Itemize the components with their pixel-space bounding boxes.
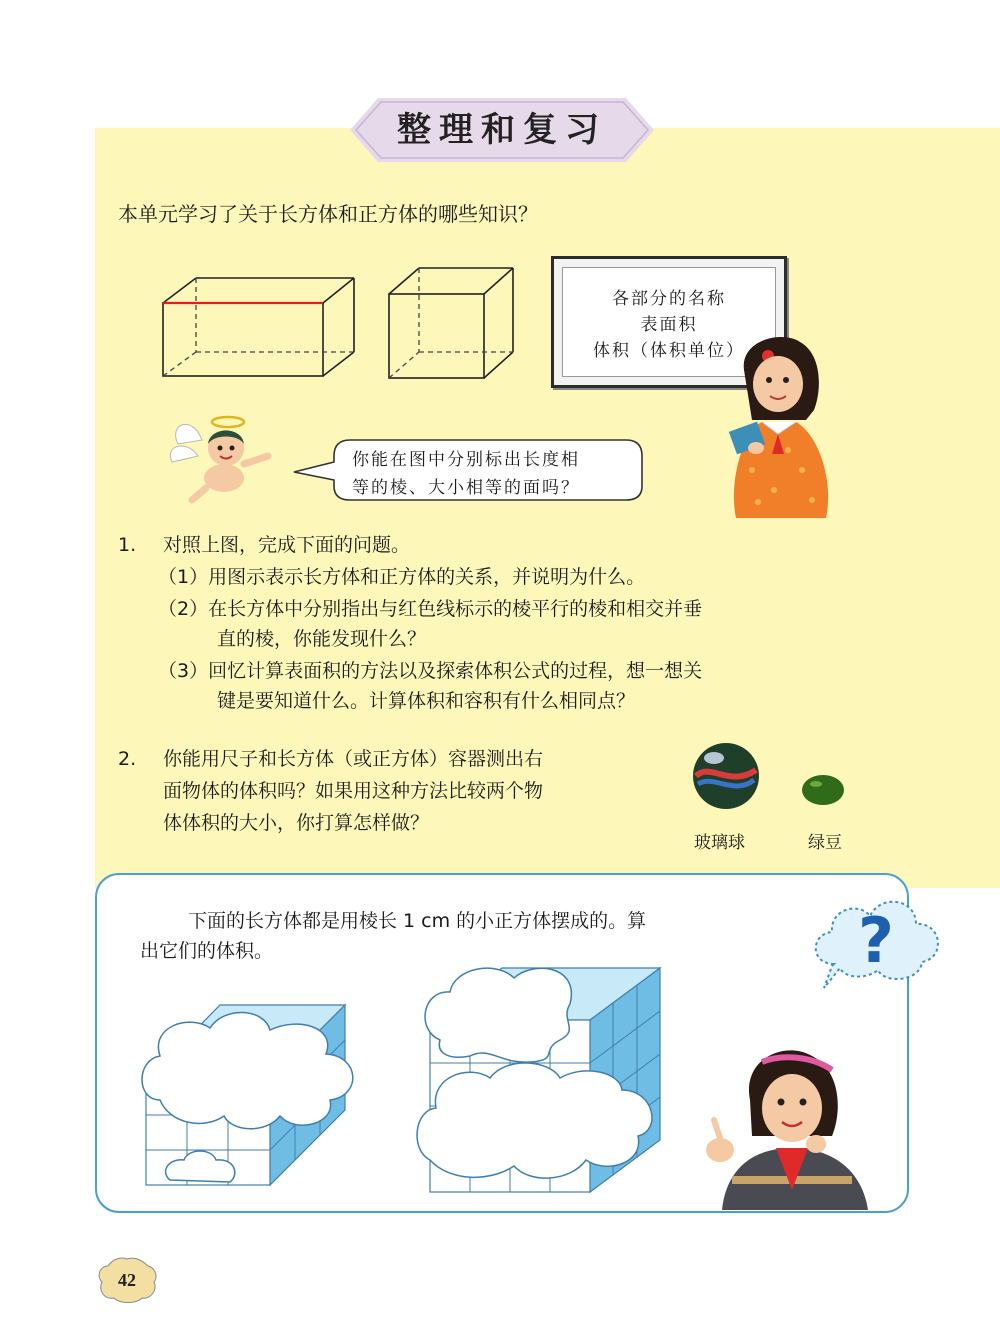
angel-illustration (168, 404, 278, 504)
cube-stack-left (140, 1000, 370, 1190)
green-bean-label: 绿豆 (808, 833, 842, 853)
question-1-text: 对照上图，完成下面的问题。 (163, 534, 411, 556)
board-line-names: 各部分的名称 (612, 289, 726, 309)
question-1-sub-3a: （3）回忆计算表面积的方法以及探索体积公式的过程，想一想关 (158, 660, 703, 682)
speech-line-2: 等的棱、大小相等的面吗？ (352, 478, 580, 498)
page-number: 42 (118, 1270, 136, 1290)
girl-reading-illustration (722, 330, 840, 518)
question-1-number: 1. (118, 534, 137, 556)
review-panel (95, 128, 1000, 888)
question-cloud-icon (804, 884, 950, 994)
question-1-sub-2b: 直的棱，你能发现什么？ (217, 628, 427, 650)
question-mark: ? (858, 904, 894, 977)
question-1-sub-3b: 键是要知道什么。计算体积和容积有什么相同点？ (217, 690, 636, 712)
speech-bubble-text (352, 446, 637, 502)
board-line-volume: 体积（体积单位） (593, 341, 745, 361)
question-1-sub-2a: （2）在长方体中分别指出与红色线标示的棱平行的棱和相交并垂 (158, 598, 703, 620)
cube-stack-right (410, 960, 710, 1200)
marble-label: 玻璃球 (694, 833, 745, 853)
marble-icon (690, 740, 762, 812)
question-2-line-3: 体体积的大小，你打算怎样做？ (163, 812, 430, 834)
question-2-line-1: 你能用尺子和长方体（或正方体）容器测出右 (163, 748, 544, 770)
activity-line-2: 出它们的体积。 (140, 940, 274, 962)
activity-line-1: 下面的长方体都是用棱长 1 cm 的小正方体摆成的。算 (188, 910, 647, 932)
cuboid-figure (158, 272, 360, 380)
girl-pointing-illustration (692, 1040, 882, 1210)
intro-question: 本单元学习了关于长方体和正方体的哪些知识？ (118, 202, 538, 226)
page-title: 整理和复习 (397, 110, 607, 150)
speech-line-1: 你能在图中分别标出长度相 (352, 450, 580, 470)
question-2-number: 2. (118, 748, 137, 770)
green-bean-icon (800, 772, 846, 808)
question-2-line-2: 面物体的体积吗？如果用这种方法比较两个物 (163, 780, 544, 802)
question-1-sub-1: （1）用图示表示长方体和正方体的关系，并说明为什么。 (158, 566, 646, 588)
board-line-surface-area: 表面积 (640, 315, 698, 335)
cube-figure (384, 264, 518, 382)
